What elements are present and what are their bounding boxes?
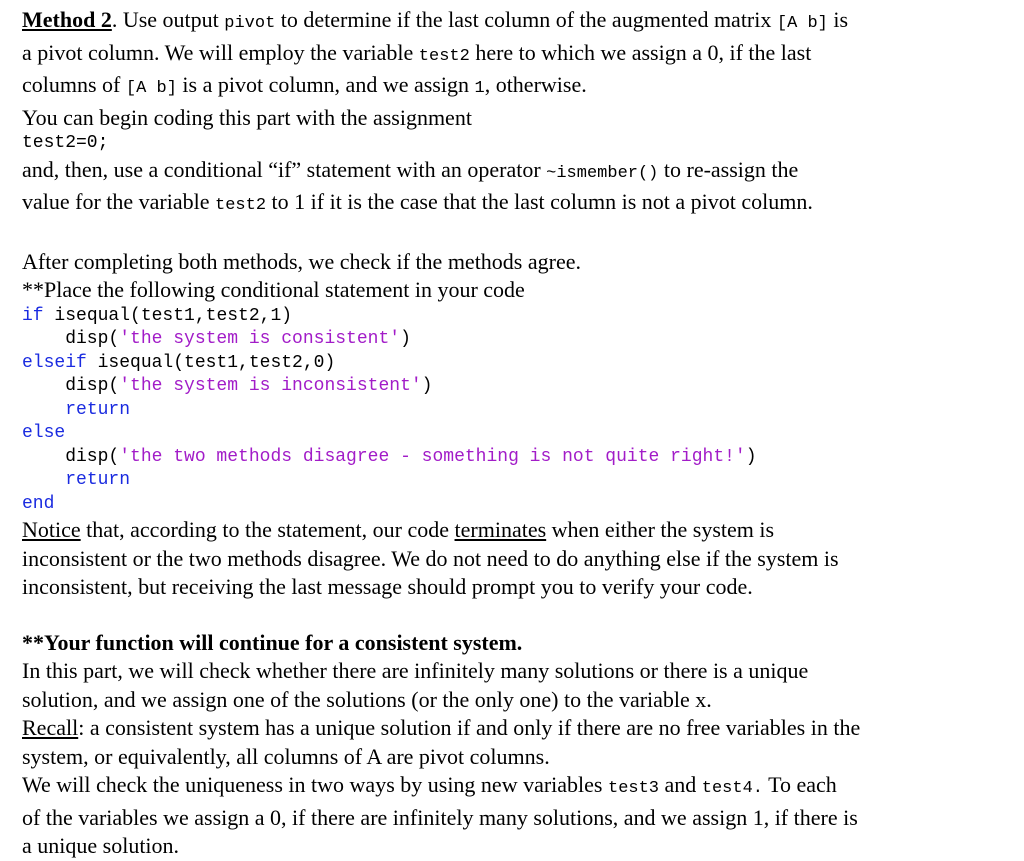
- indent: [22, 470, 65, 490]
- text-span: here to which we assign a 0, if the last: [469, 39, 812, 65]
- text-span: and: [659, 772, 702, 797]
- spacer: [22, 602, 1012, 629]
- text-span: To each: [763, 772, 837, 797]
- notice-word: Notice: [22, 517, 81, 542]
- consistent-line-8: a unique solution.: [22, 833, 180, 858]
- consistent-line-7: of the variables we assign a 0, if there are infinitely many solutions, and we assign 1, if there is: [22, 804, 858, 830]
- text-span: to re-assign the: [658, 156, 799, 182]
- code-line-return-1: [22, 399, 1012, 423]
- text-span: to determine if the last column of the augmented matrix: [275, 7, 777, 32]
- document-body: [22, 6, 1012, 861]
- keyword-return: return: [65, 399, 131, 420]
- string-literal: 'the system is inconsistent': [119, 376, 422, 396]
- code-line-elseif: [22, 352, 1012, 376]
- inline-code-test3: test3: [608, 779, 660, 798]
- check-line-2: **Place the following conditional statement in your code: [22, 277, 525, 302]
- inline-code-test2: test2: [215, 196, 267, 215]
- notice-line-2: inconsistent or the two methods disagree. We do not need to do anything else if the system is: [22, 545, 839, 571]
- keyword-end: end: [22, 493, 55, 514]
- text-span: , otherwise.: [484, 72, 587, 97]
- inline-code-ismember: ~ismember(): [546, 163, 659, 183]
- inline-code-one: 1: [474, 79, 485, 98]
- code-span: isequal(test1,test2,0): [86, 352, 336, 373]
- text-span: : a consistent system has a unique solution if and only if there are no free variables in the: [78, 715, 861, 740]
- text-span: that, according to the statement, our code: [80, 517, 455, 542]
- spacer: [22, 221, 1012, 248]
- indent: [22, 400, 65, 420]
- code-span: disp(: [22, 376, 120, 396]
- method2-line-1: [22, 6, 1012, 39]
- inline-code-test4: test4.: [701, 779, 763, 798]
- code-line-return-2: [22, 469, 1012, 493]
- method2-line-4: You can begin coding this part with the assignment: [22, 104, 472, 130]
- check-line-1: After completing both methods, we check if the methods agree.: [22, 248, 581, 274]
- code-line-disp-disagree: [22, 446, 1012, 470]
- text-span: . Use output: [111, 7, 225, 32]
- keyword-if: if: [22, 305, 44, 326]
- inline-code-pivot: pivot: [224, 14, 276, 33]
- inline-code-augmented: [A b]: [776, 14, 828, 33]
- string-literal: 'the system is consistent': [119, 329, 401, 349]
- text-span: columns of: [22, 72, 126, 97]
- notice-line-3: inconsistent, but receiving the last message should prompt you to verify your code.: [22, 574, 753, 599]
- method2-line-2: [22, 39, 1012, 72]
- code-span: isequal(test1,test2,1): [43, 305, 293, 326]
- consistent-line-5: system, or equivalently, all columns of A are pivot columns.: [22, 743, 550, 769]
- consistent-line-2: In this part, we will check whether there are infinitely many solutions or there is a unique: [22, 658, 809, 683]
- code-span: disp(: [22, 329, 120, 349]
- code-span: ): [745, 446, 757, 467]
- code-span: disp(: [22, 446, 120, 467]
- notice-line-1: [22, 516, 1012, 545]
- terminates-word: terminates: [454, 517, 547, 542]
- code-line-disp-consistent: [22, 328, 1012, 352]
- consistent-line-4: [22, 714, 1012, 743]
- text-span: and, then, use a conditional “if” statement with an operator: [22, 156, 547, 182]
- text-span: when either the system is: [546, 517, 775, 542]
- code-line-if: [22, 305, 1012, 329]
- text-span: is: [827, 7, 849, 32]
- text-span: value for the variable: [22, 189, 216, 214]
- method2-line-6: [22, 188, 1012, 221]
- inline-code-test2: test2: [418, 46, 470, 66]
- text-span: We will check the uniqueness in two ways by using new variables: [22, 772, 608, 797]
- text-span: to 1 if it is the case that the last column is not a pivot column.: [266, 189, 813, 214]
- text-span: a pivot column. We will employ the variable: [22, 39, 419, 65]
- code-span: ): [421, 376, 433, 396]
- text-span: is a pivot column, and we assign: [176, 72, 475, 97]
- code-line-end: [22, 493, 1012, 517]
- keyword-elseif: elseif: [22, 352, 87, 373]
- code-block: [22, 305, 1012, 517]
- code-assign-test2: test2=0;: [22, 133, 109, 153]
- recall-word: Recall: [22, 715, 79, 740]
- string-literal: 'the two methods disagree - something is not quite right!': [119, 446, 746, 467]
- code-line-disp-inconsistent: [22, 375, 1012, 399]
- consistent-line-6: [22, 771, 1012, 804]
- code-span: ): [400, 329, 411, 349]
- inline-code-augmented: [A b]: [125, 79, 177, 98]
- method2-title: Method 2: [22, 7, 112, 32]
- keyword-return: return: [65, 470, 131, 490]
- method2-line-3: [22, 71, 1012, 104]
- code-line-else: [22, 422, 1012, 446]
- consistent-heading: **Your function will continue for a consistent system.: [22, 629, 523, 655]
- keyword-else: else: [22, 423, 66, 443]
- method2-line-5: [22, 156, 1012, 189]
- consistent-line-3: solution, and we assign one of the solutions (or the only one) to the variable x.: [22, 686, 712, 712]
